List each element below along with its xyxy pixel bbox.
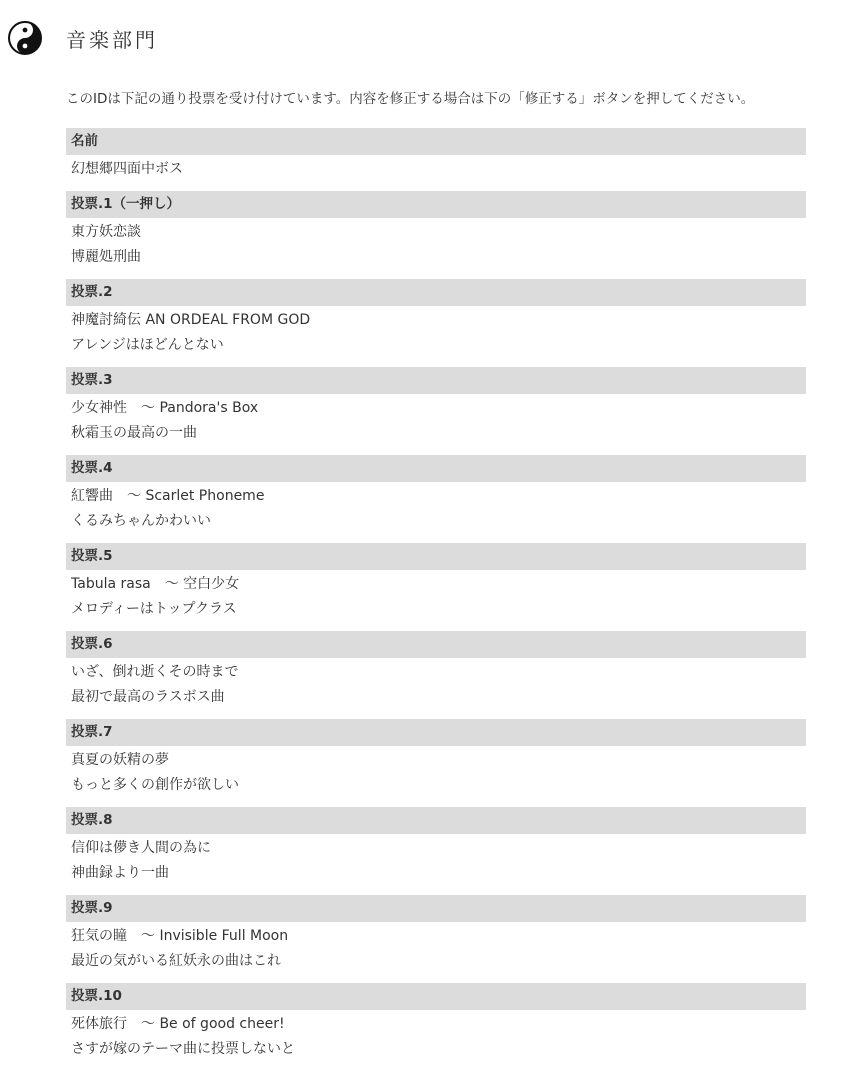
section-header: 投票.3 xyxy=(66,367,806,394)
song-title: 信仰は儚き人間の為に xyxy=(71,840,211,856)
page-title: 音楽部門 xyxy=(66,27,158,52)
vote-comment: さすが嫁のテーマ曲に投票しないと xyxy=(71,1041,295,1057)
section-header: 投票.4 xyxy=(66,455,806,482)
section-vote-3 xyxy=(66,367,806,455)
vote-comment: 博麗処刑曲 xyxy=(71,249,141,265)
section-body xyxy=(66,394,806,455)
section-vote-8 xyxy=(66,807,806,895)
section-header: 投票.6 xyxy=(66,631,806,658)
section-body xyxy=(66,306,806,367)
section-body xyxy=(66,746,806,807)
entry-line: 幻想郷四面中ボス xyxy=(71,161,183,177)
song-title: 紅響曲 ～ Scarlet Phoneme xyxy=(71,488,265,504)
section-header: 投票.10 xyxy=(66,983,806,1010)
section-vote-10 xyxy=(66,983,806,1071)
section-body xyxy=(66,922,806,983)
section-header: 投票.2 xyxy=(66,279,806,306)
vote-list xyxy=(66,128,806,1071)
section-body xyxy=(66,482,806,543)
song-title: いざ、倒れ逝くその時まで xyxy=(71,664,239,680)
section-vote-7 xyxy=(66,719,806,807)
section-body xyxy=(66,658,806,719)
section-vote-6 xyxy=(66,631,806,719)
vote-comment: 秋霜玉の最高の一曲 xyxy=(71,425,197,441)
section-vote-9 xyxy=(66,895,806,983)
section-vote-4 xyxy=(66,455,806,543)
section-name xyxy=(66,128,806,191)
song-title: 狂気の瞳 ～ Invisible Full Moon xyxy=(71,928,289,944)
vote-comment: アレンジはほどんとない xyxy=(71,337,224,353)
section-vote-2 xyxy=(66,279,806,367)
song-title: 神魔討綺伝 AN ORDEAL FROM GOD xyxy=(71,312,311,328)
section-vote-1 xyxy=(66,191,806,279)
song-title: 東方妖恋談 xyxy=(71,224,141,240)
vote-comment: 最近の気がいる紅妖永の曲はこれ xyxy=(71,953,281,969)
yin-yang-icon xyxy=(8,21,42,55)
song-title: Tabula rasa ～ 空白少女 xyxy=(71,576,240,592)
page-header xyxy=(8,20,158,56)
notice-text: このIDは下記の通り投票を受け付けています。内容を修正する場合は下の「修正する」ボタンを押してください。 xyxy=(66,91,755,107)
section-body xyxy=(66,834,806,895)
vote-comment: 神曲録より一曲 xyxy=(71,865,169,881)
vote-comment: もっと多くの創作が欲しい xyxy=(71,777,239,793)
section-body xyxy=(66,570,806,631)
vote-comment: くるみちゃんかわいい xyxy=(71,513,211,529)
section-body xyxy=(66,218,806,279)
vote-comment: メロディーはトップクラス xyxy=(71,601,237,617)
section-body xyxy=(66,1010,806,1071)
section-header: 投票.7 xyxy=(66,719,806,746)
vote-comment: 最初で最高のラスボス曲 xyxy=(71,689,225,705)
section-header: 投票.8 xyxy=(66,807,806,834)
section-header: 投票.9 xyxy=(66,895,806,922)
section-header: 投票.1（一押し） xyxy=(66,191,806,218)
section-header: 投票.5 xyxy=(66,543,806,570)
section-header: 名前 xyxy=(66,128,806,155)
song-title: 死体旅行 ～ Be of good cheer! xyxy=(71,1016,285,1032)
song-title: 真夏の妖精の夢 xyxy=(71,752,169,768)
song-title: 少女神性 ～ Pandora's Box xyxy=(71,400,259,416)
section-vote-5 xyxy=(66,543,806,631)
section-body xyxy=(66,155,806,191)
